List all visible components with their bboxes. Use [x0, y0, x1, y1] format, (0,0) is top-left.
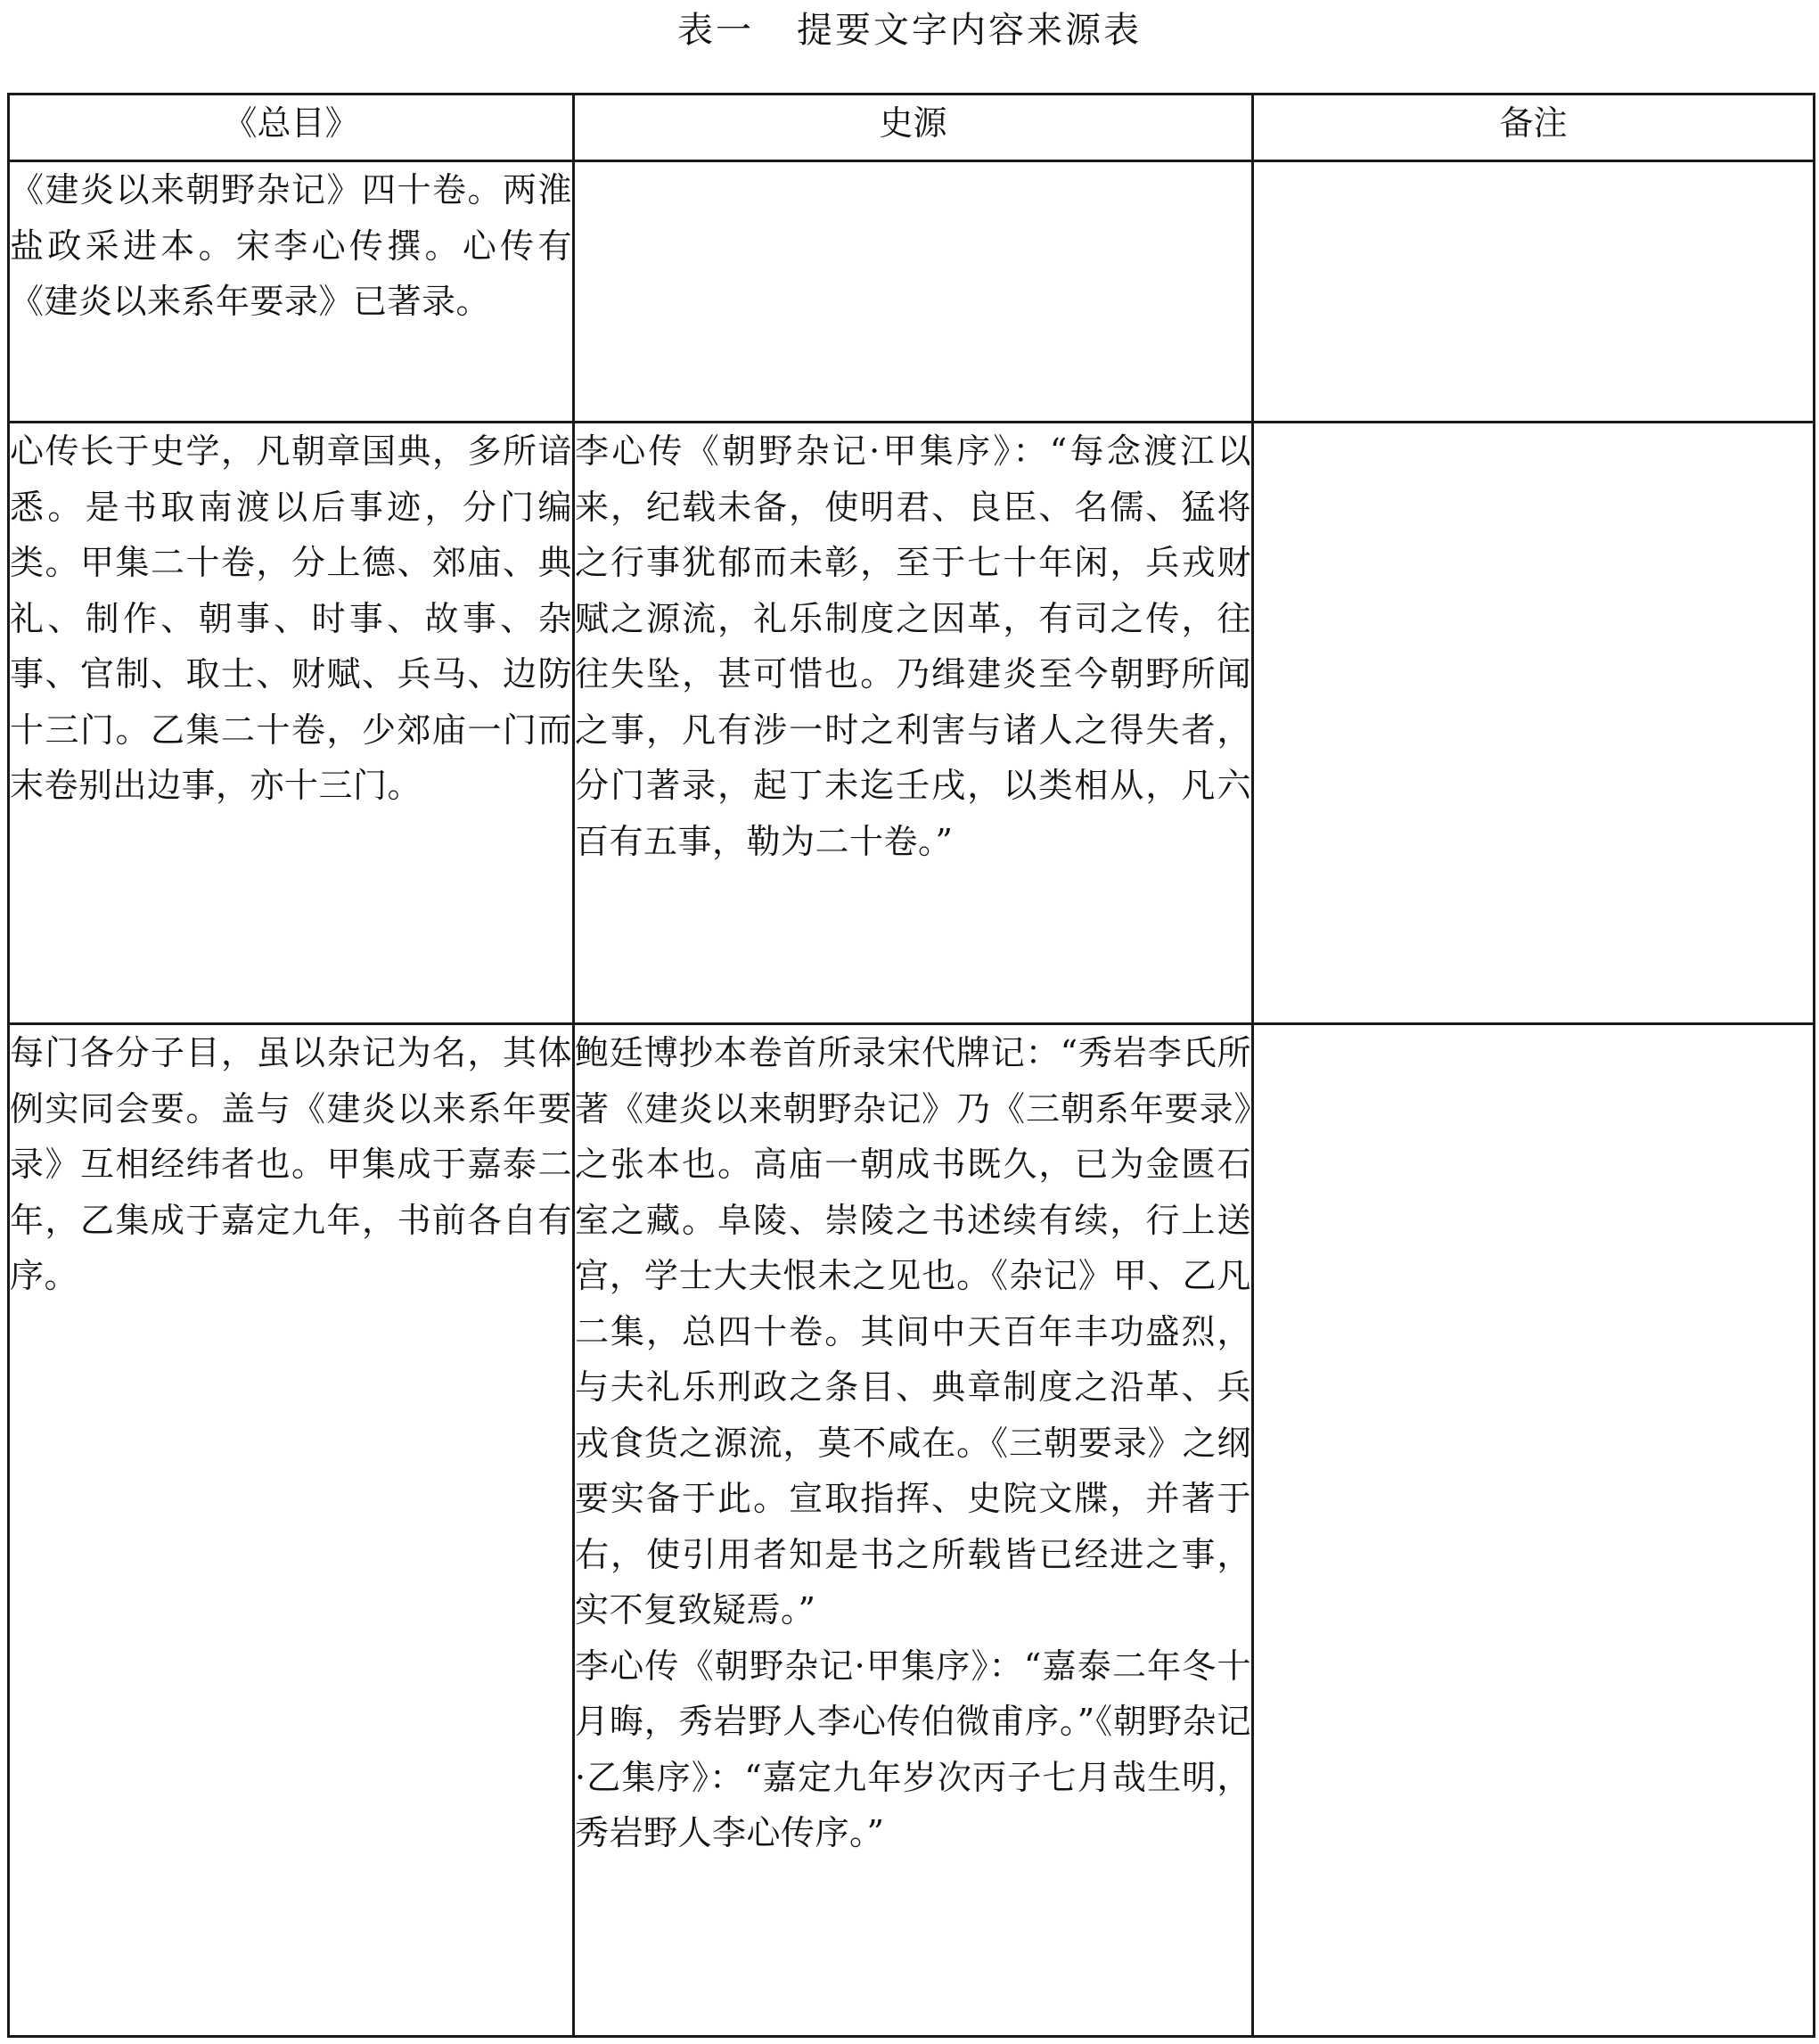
zongmu-text: 《建炎以来朝野杂记》四十卷。两淮盐政采进本。宋李心传撰。心传有《建炎以来系年要录》已著录。 — [10, 170, 572, 321]
table-row — [9, 1024, 1815, 2037]
shiyuan-cell — [574, 161, 1253, 423]
caption-text: 提要文字内容来源表 — [797, 10, 1142, 51]
zongmu-cell — [9, 1024, 574, 2037]
header-row — [9, 94, 1815, 161]
table-row — [9, 423, 1815, 1024]
shiyuan-text: 鲍廷博抄本卷首所录宋代牌记：“秀岩李氏所著《建炎以来朝野杂记》乃《三朝系年要录》之张本也。高庙一朝成书既久，已为金匮石室之藏。阜陵、崇陵之书述续有续，行上送宫，学士大夫恨未之见也。《杂记》甲、乙凡二集，总四十卷。其间中天百年丰功盛烈，与夫礼乐刑政之条目、典章制度之沿革、兵戎食货之源流，莫不咸在。《三朝要录》之纲要实备于此。宣取指挥、史院文牒，并著于右，使引用者知是书之所载皆已经进之事，实不复致疑焉。” — [575, 1033, 1251, 1629]
shiyuan-cell — [574, 423, 1253, 1024]
zongmu-text: 心传长于史学，凡朝章国典，多所谙悉。是书取南渡以后事迹，分门编类。甲集二十卷，分上德、郊庙、典礼、制作、朝事、时事、故事、杂事、官制、取士、财赋、兵马、边防十三门。乙集二十卷，少郊庙一门而末卷别出边事，亦十三门。 — [10, 431, 572, 805]
zongmu-cell — [9, 161, 574, 423]
table-caption — [0, 7, 1819, 53]
shiyuan-text-2: 李心传《朝野杂记·甲集序》：“嘉泰二年冬十月晦，秀岩野人李心传伯微甫序。”《朝野杂记·乙集序》：“嘉定九年岁次丙子七月哉生明，秀岩野人李心传序。” — [575, 1646, 1251, 1852]
zongmu-cell — [9, 423, 574, 1024]
beizhu-cell — [1253, 423, 1815, 1024]
header-zongmu: 《总目》 — [9, 94, 574, 161]
source-table — [7, 93, 1815, 2038]
shiyuan-text: 李心传《朝野杂记·甲集序》：“每念渡江以来，纪载未备，使明君、良臣、名儒、猛将之行事犹郁而未彰，至于七十年闲，兵戎财赋之源流，礼乐制度之因革，有司之传，往往失坠，甚可惜也。乃缉建炎至今朝野所闻之事，凡有涉一时之利害与诸人之得失者，分门著录，起丁未迄壬戌，以类相从，凡六百有五事，勒为二十卷。” — [575, 431, 1251, 861]
header-beizhu: 备注 — [1253, 94, 1815, 161]
zongmu-text: 每门各分子目，虽以杂记为名，其体例实同会要。盖与《建炎以来系年要录》互相经纬者也。甲集成于嘉泰二年，乙集成于嘉定九年，书前各自有序。 — [10, 1033, 572, 1295]
shiyuan-cell — [574, 1024, 1253, 2037]
beizhu-cell — [1253, 161, 1815, 423]
table-row — [9, 161, 1815, 423]
beizhu-cell — [1253, 1024, 1815, 2037]
caption-label: 表一 — [677, 10, 754, 51]
header-shiyuan: 史源 — [574, 94, 1253, 161]
